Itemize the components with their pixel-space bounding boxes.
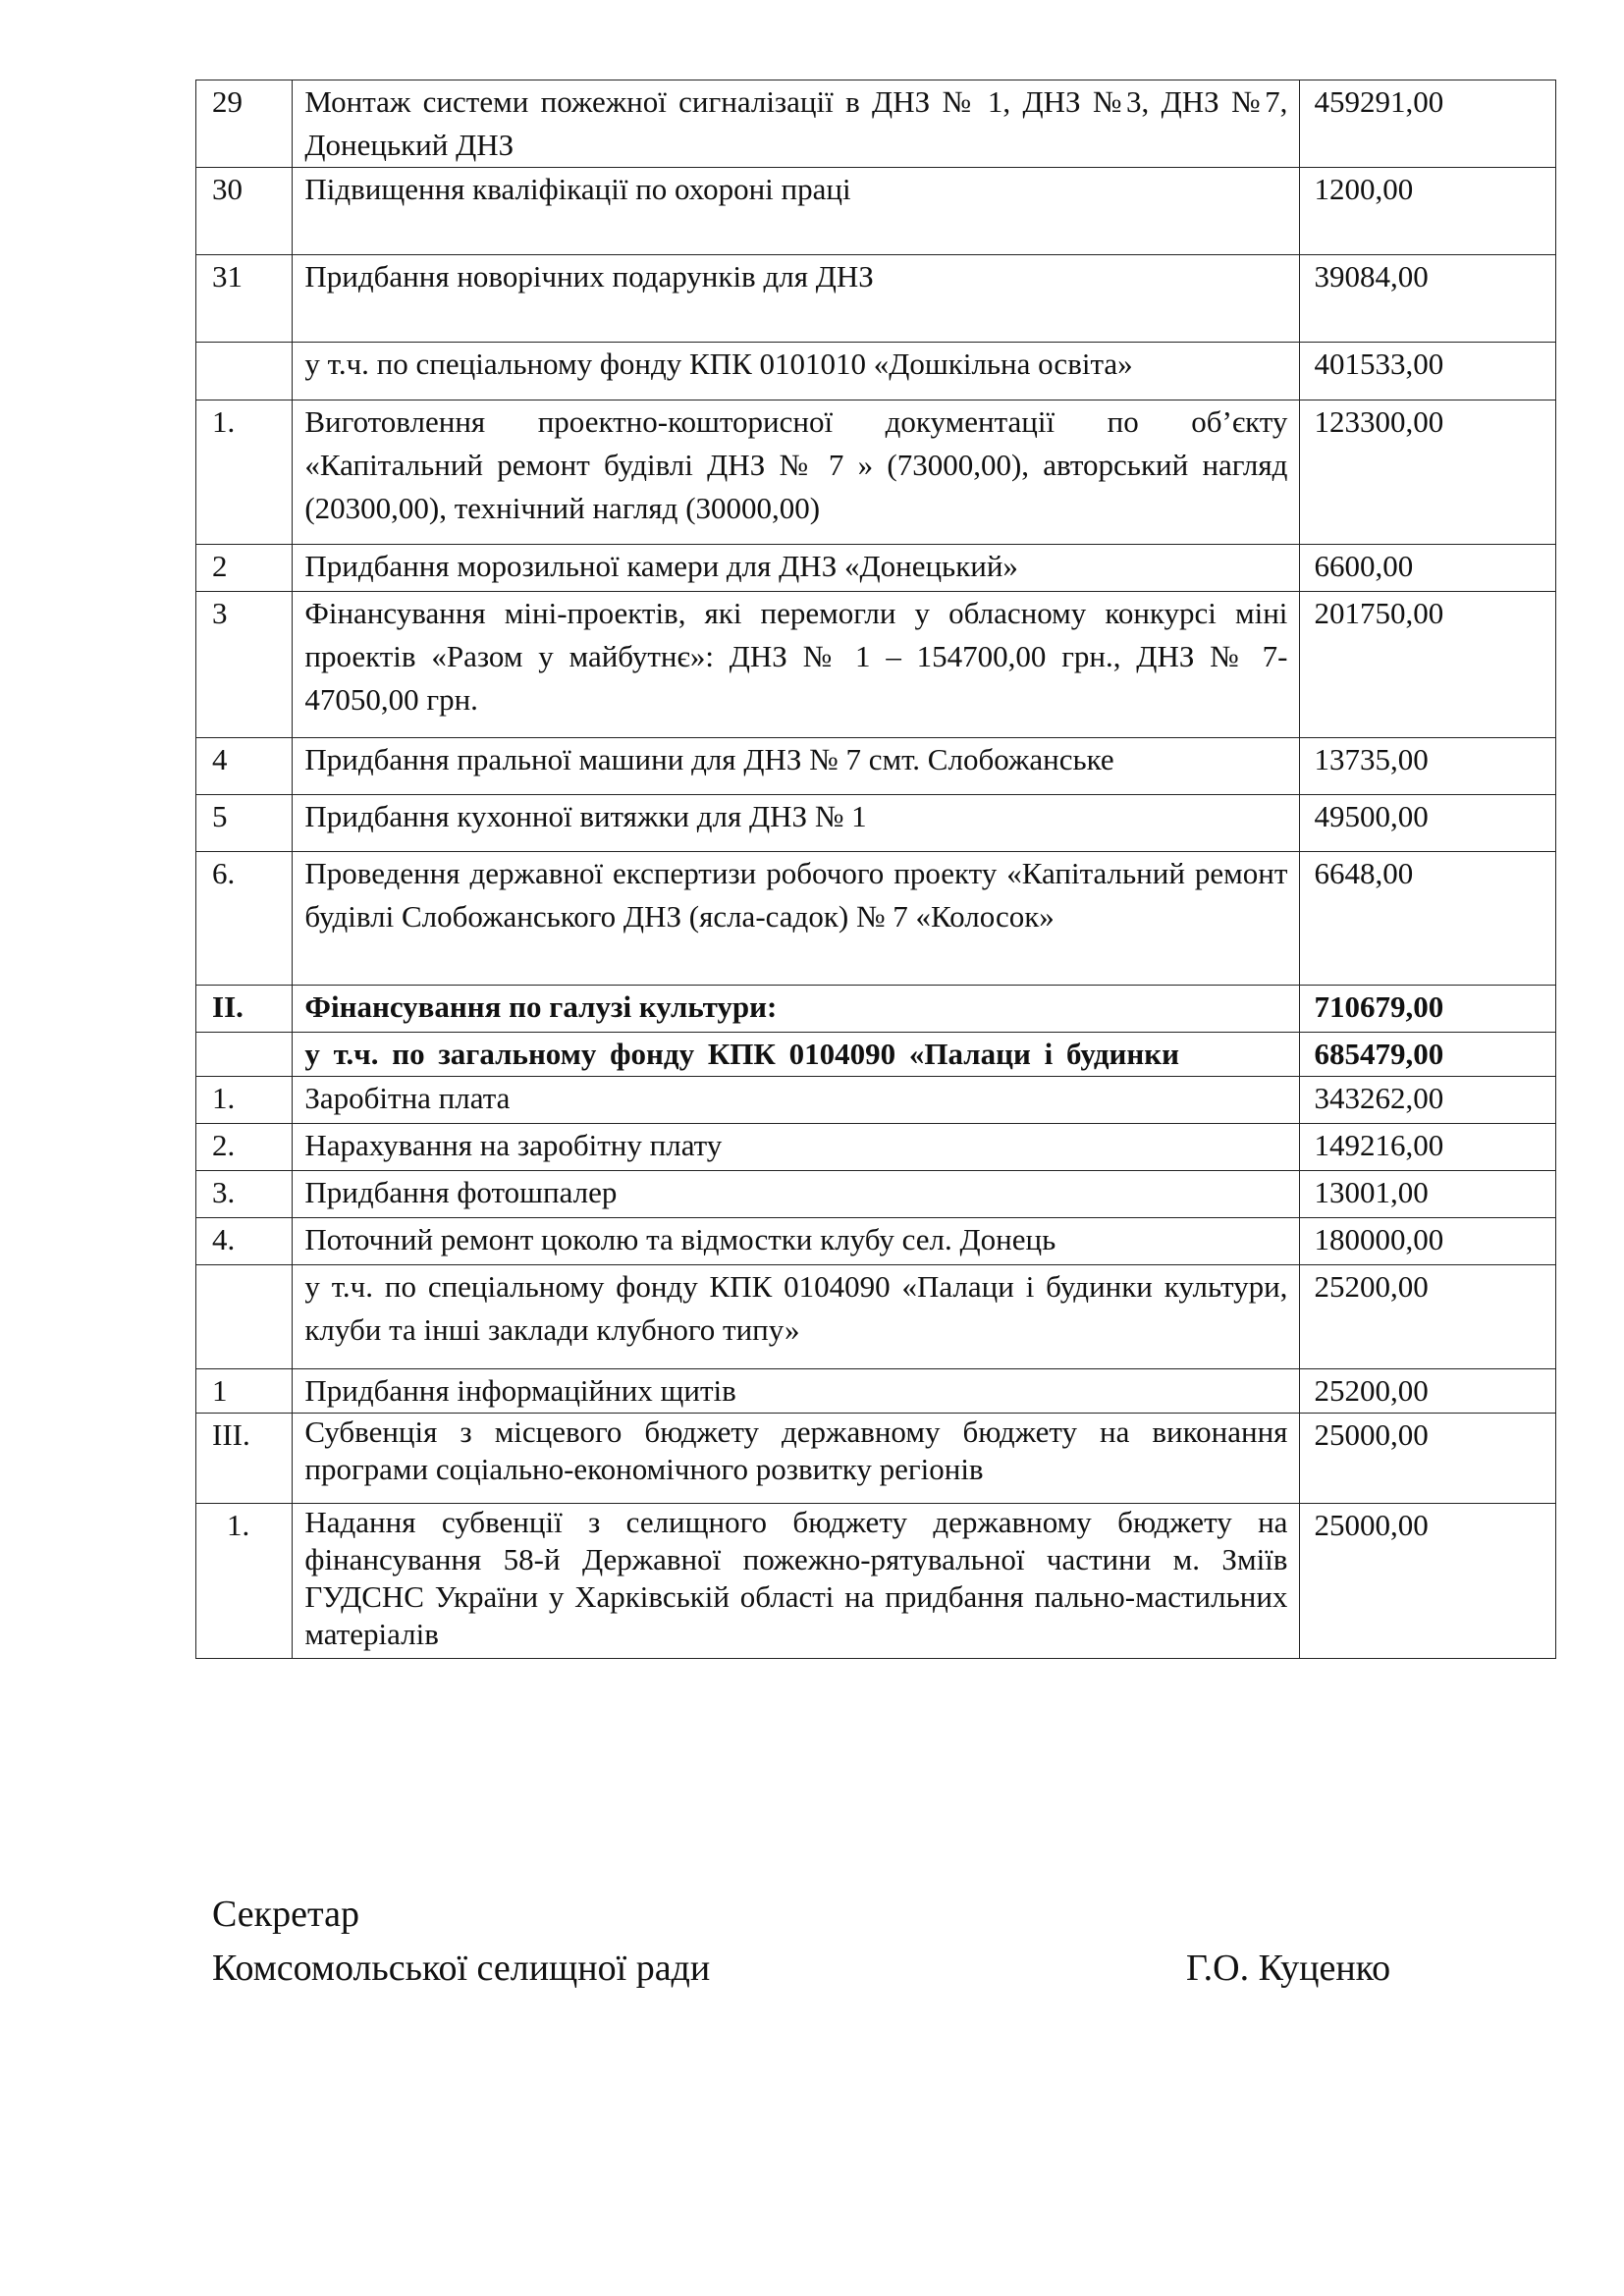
row-number: 3 [196, 592, 293, 738]
row-number [196, 343, 293, 400]
row-amount: 49500,00 [1300, 795, 1556, 852]
row-number: 2. [196, 1124, 293, 1171]
row-amount: 201750,00 [1300, 592, 1556, 738]
row-description: Субвенція з місцевого бюджету державному бюджету на виконання програми соціально-економічного розвитку регіонів [293, 1414, 1300, 1504]
row-description: Монтаж системи пожежної сигналізації в ДНЗ № 1, ДНЗ №3, ДНЗ №7, Донецький ДНЗ [293, 80, 1300, 168]
table-row [196, 255, 1556, 343]
row-description: Придбання кухонної витяжки для ДНЗ № 1 [293, 795, 1300, 852]
row-amount: 39084,00 [1300, 255, 1556, 343]
row-amount: 25000,00 [1300, 1504, 1556, 1659]
row-description: Проведення державної експертизи робочого проекту «Капітальний ремонт будівлі Слобожанського ДНЗ (ясла-садок) № 7 «Колосок» [293, 852, 1300, 986]
table-row [196, 545, 1556, 592]
signature-title-line1: Секретар [212, 1894, 359, 1935]
row-amount: 685479,00 [1300, 1033, 1556, 1077]
row-description: Нарахування на заробітну плату [293, 1124, 1300, 1171]
row-amount: 180000,00 [1300, 1218, 1556, 1265]
table-row [196, 852, 1556, 986]
row-number: 4. [196, 1218, 293, 1265]
table-row [196, 1265, 1556, 1369]
row-number: 1. [196, 1077, 293, 1124]
row-number: II. [196, 986, 293, 1033]
table-row [196, 343, 1556, 400]
row-description: Фінансування по галузі культури: [293, 986, 1300, 1033]
row-amount: 401533,00 [1300, 343, 1556, 400]
subtotal-row [196, 1033, 1556, 1077]
table-row [196, 1504, 1556, 1659]
row-description: у т.ч. по спеціальному фонду КПК 0104090 «Палаци і будинки культури, клуби та інші заклади клубного типу» [293, 1265, 1300, 1369]
table-row [196, 795, 1556, 852]
row-number: 30 [196, 168, 293, 255]
row-amount: 710679,00 [1300, 986, 1556, 1033]
row-number: 3. [196, 1171, 293, 1218]
section-heading-row [196, 986, 1556, 1033]
row-description: Надання субвенції з селищного бюджету державному бюджету на фінансування 58-й Державної пожежно-рятувальної частини м. Зміїв ГУДСНС України у Харківській області на придбання пально-мастильних матеріалів [293, 1504, 1300, 1659]
signature-name: Г.О. Куценко [1186, 1948, 1391, 1989]
row-description: Придбання морозильної камери для ДНЗ «Донецький» [293, 545, 1300, 592]
row-description: Придбання інформаційних щитів [293, 1369, 1300, 1414]
row-amount: 25200,00 [1300, 1369, 1556, 1414]
row-description: у т.ч. по спеціальному фонду КПК 0101010 «Дошкільна освіта» [293, 343, 1300, 400]
table-row [196, 592, 1556, 738]
table-row [196, 168, 1556, 255]
table-row [196, 400, 1556, 545]
row-amount: 13001,00 [1300, 1171, 1556, 1218]
row-number: 1. [196, 1504, 293, 1659]
table-row [196, 1218, 1556, 1265]
table-row [196, 1124, 1556, 1171]
row-description: Придбання новорічних подарунків для ДНЗ [293, 255, 1300, 343]
row-amount: 13735,00 [1300, 738, 1556, 795]
row-description: Поточний ремонт цоколю та відмостки клубу сел. Донець [293, 1218, 1300, 1265]
table-row [196, 738, 1556, 795]
row-description: Придбання фотошпалер [293, 1171, 1300, 1218]
row-amount: 25200,00 [1300, 1265, 1556, 1369]
row-amount: 149216,00 [1300, 1124, 1556, 1171]
row-amount: 459291,00 [1300, 80, 1556, 168]
row-number: III. [196, 1414, 293, 1504]
row-description: Підвищення кваліфікації по охороні праці [293, 168, 1300, 255]
row-amount: 6600,00 [1300, 545, 1556, 592]
table-row [196, 80, 1556, 168]
row-description: Придбання пральної машини для ДНЗ № 7 смт. Слобожанське [293, 738, 1300, 795]
row-amount: 123300,00 [1300, 400, 1556, 545]
row-description: у т.ч. по загальному фонду КПК 0104090 «Палаци і будинки [293, 1033, 1300, 1077]
row-number: 31 [196, 255, 293, 343]
row-number: 6. [196, 852, 293, 986]
row-number: 4 [196, 738, 293, 795]
row-number: 1 [196, 1369, 293, 1414]
table-row [196, 1414, 1556, 1504]
row-number: 1. [196, 400, 293, 545]
row-description: Виготовлення проектно-кошторисної документації по об’єкту «Капітальний ремонт будівлі ДНЗ № 7 » (73000,00), авторський нагляд (20300,00), технічний нагляд (30000,00) [293, 400, 1300, 545]
row-amount: 343262,00 [1300, 1077, 1556, 1124]
table-row [196, 1077, 1556, 1124]
row-number: 2 [196, 545, 293, 592]
row-amount: 25000,00 [1300, 1414, 1556, 1504]
row-number: 29 [196, 80, 293, 168]
row-description: Фінансування міні-проектів, які перемогли у обласному конкурсі міні проектів «Разом у майбутнє»: ДНЗ № 1 – 154700,00 грн., ДНЗ № 7- 47050,00 грн. [293, 592, 1300, 738]
row-amount: 1200,00 [1300, 168, 1556, 255]
budget-table [195, 80, 1556, 1659]
table-row [196, 1369, 1556, 1414]
row-number [196, 1265, 293, 1369]
row-amount: 6648,00 [1300, 852, 1556, 986]
signature-title-line2: Комсомольської селищної ради [212, 1948, 711, 1989]
row-number [196, 1033, 293, 1077]
row-number: 5 [196, 795, 293, 852]
table-row [196, 1171, 1556, 1218]
row-description: Заробітна плата [293, 1077, 1300, 1124]
